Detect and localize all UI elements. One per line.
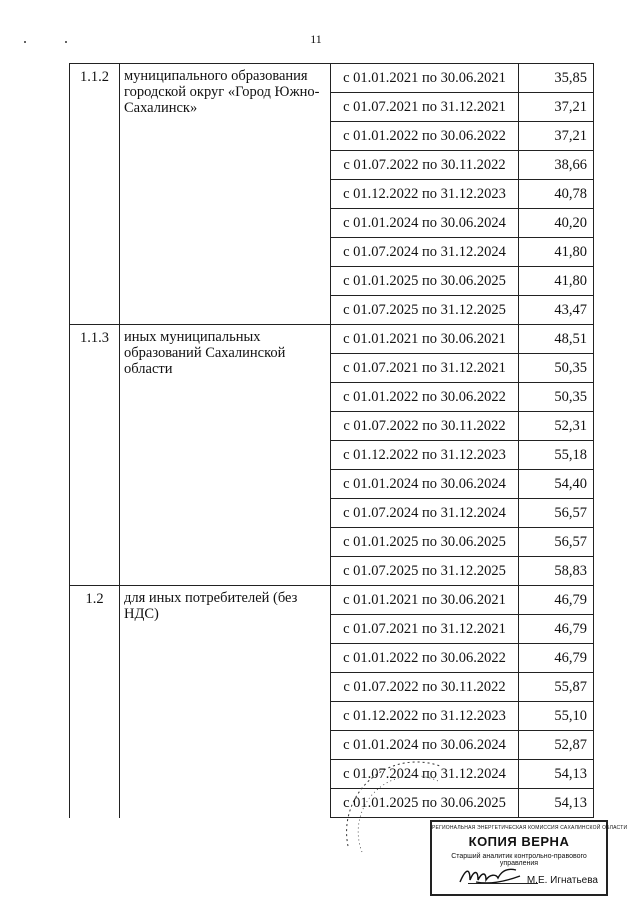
period-cell: с 01.01.2024 по 30.06.2024 [331, 209, 519, 237]
table-row [331, 441, 594, 470]
table-row [331, 93, 594, 122]
period-cell: с 01.07.2024 по 31.12.2024 [331, 238, 519, 266]
value-cell: 43,47 [519, 296, 594, 324]
period-cell: с 01.01.2024 по 30.06.2024 [331, 731, 519, 759]
period-cell: с 01.01.2021 по 30.06.2021 [331, 325, 519, 353]
stamp-title: КОПИЯ ВЕРНА [468, 834, 570, 849]
value-cell: 46,79 [519, 644, 594, 672]
table-row [331, 528, 594, 557]
period-cell: с 01.07.2024 по 31.12.2024 [331, 499, 519, 527]
period-cell: с 01.07.2021 по 31.12.2021 [331, 615, 519, 643]
table-row [331, 615, 594, 644]
table-row [331, 238, 594, 267]
period-cell: с 01.01.2022 по 30.06.2022 [331, 644, 519, 672]
value-cell: 46,79 [519, 615, 594, 643]
value-cell: 40,78 [519, 180, 594, 208]
period-cell: с 01.07.2025 по 31.12.2025 [331, 296, 519, 324]
table-row [331, 702, 594, 731]
period-cell: с 01.01.2025 по 30.06.2025 [331, 267, 519, 295]
table-row [331, 354, 594, 383]
scan-speck [24, 41, 26, 43]
table-row [331, 557, 594, 585]
value-cell: 41,80 [519, 267, 594, 295]
row-number: 1.1.2 [70, 64, 120, 324]
table-group-1-1-3 [70, 325, 594, 586]
period-cell: с 01.07.2021 по 31.12.2021 [331, 93, 519, 121]
value-cell: 40,20 [519, 209, 594, 237]
table-row [331, 296, 594, 324]
table-row [331, 64, 594, 93]
table-row [331, 470, 594, 499]
value-cell: 52,87 [519, 731, 594, 759]
period-cell: с 01.12.2022 по 31.12.2023 [331, 702, 519, 730]
row-number: 1.1.3 [70, 325, 120, 585]
value-cell: 54,13 [519, 760, 594, 788]
tariff-table [69, 63, 594, 818]
table-row [331, 325, 594, 354]
row-number: 1.2 [70, 586, 120, 818]
table-row [331, 209, 594, 238]
period-cell: с 01.07.2022 по 30.11.2022 [331, 412, 519, 440]
table-row [331, 180, 594, 209]
period-cell: с 01.07.2022 по 30.11.2022 [331, 151, 519, 179]
table-row [331, 644, 594, 673]
signatory-name: М.Е. Игнатьева [526, 875, 598, 886]
value-cell: 48,51 [519, 325, 594, 353]
row-description: для иных потребителей (без НДС) [120, 586, 331, 818]
value-cell: 50,35 [519, 354, 594, 382]
value-cell: 37,21 [519, 93, 594, 121]
value-cell: 54,13 [519, 789, 594, 817]
period-cell: с 01.07.2022 по 30.11.2022 [331, 673, 519, 701]
copy-certified-stamp [430, 820, 628, 896]
scan-speck [65, 41, 67, 43]
value-cell: 56,57 [519, 499, 594, 527]
value-cell: 38,66 [519, 151, 594, 179]
period-cell: с 01.07.2025 по 31.12.2025 [331, 557, 519, 585]
value-cell: 37,21 [519, 122, 594, 150]
table-row [331, 267, 594, 296]
table-row [331, 383, 594, 412]
table-row [331, 122, 594, 151]
period-cell: с 01.01.2024 по 30.06.2024 [331, 470, 519, 498]
value-cell: 55,87 [519, 673, 594, 701]
stamp-signature-row [438, 864, 600, 888]
value-cell: 55,10 [519, 702, 594, 730]
table-row [331, 499, 594, 528]
table-row [331, 673, 594, 702]
table-group-1-1-2 [70, 64, 594, 325]
period-cell: с 01.12.2022 по 31.12.2023 [331, 180, 519, 208]
value-cell: 46,79 [519, 586, 594, 614]
value-cell: 55,18 [519, 441, 594, 469]
page-number: 11 [310, 32, 322, 46]
table-row [331, 412, 594, 441]
row-description: иных муниципальных образований Сахалинской области [120, 325, 331, 585]
value-cell: 52,31 [519, 412, 594, 440]
period-cell: с 01.01.2025 по 30.06.2025 [331, 528, 519, 556]
period-cell: с 01.07.2021 по 31.12.2021 [331, 354, 519, 382]
period-cell: с 01.07.2024 по 31.12.2024 [331, 760, 519, 788]
period-cell: с 01.01.2021 по 30.06.2021 [331, 64, 519, 92]
period-cell: с 01.12.2022 по 31.12.2023 [331, 441, 519, 469]
row-description: муниципального образования городской округ «Город Южно-Сахалинск» [120, 64, 331, 324]
table-row [331, 586, 594, 615]
value-cell: 35,85 [519, 64, 594, 92]
stamp-header: РЕГИОНАЛЬНАЯ ЭНЕРГЕТИЧЕСКАЯ КОМИССИЯ САХАЛИНСКОЙ ОБЛАСТИ [432, 825, 628, 831]
value-cell: 56,57 [519, 528, 594, 556]
value-cell: 41,80 [519, 238, 594, 266]
period-cell: с 01.01.2022 по 30.06.2022 [331, 122, 519, 150]
value-cell: 54,40 [519, 470, 594, 498]
period-cell: с 01.01.2025 по 30.06.2025 [331, 789, 519, 817]
value-cell: 50,35 [519, 383, 594, 411]
table-group-1-2 [70, 586, 594, 818]
period-list [331, 325, 594, 585]
period-cell: с 01.01.2021 по 30.06.2021 [331, 586, 519, 614]
stamp-position: Старший аналитик контрольно-правового управления [451, 853, 587, 867]
value-cell: 58,83 [519, 557, 594, 585]
period-list [331, 64, 594, 324]
table-row [331, 151, 594, 180]
period-cell: с 01.01.2022 по 30.06.2022 [331, 383, 519, 411]
